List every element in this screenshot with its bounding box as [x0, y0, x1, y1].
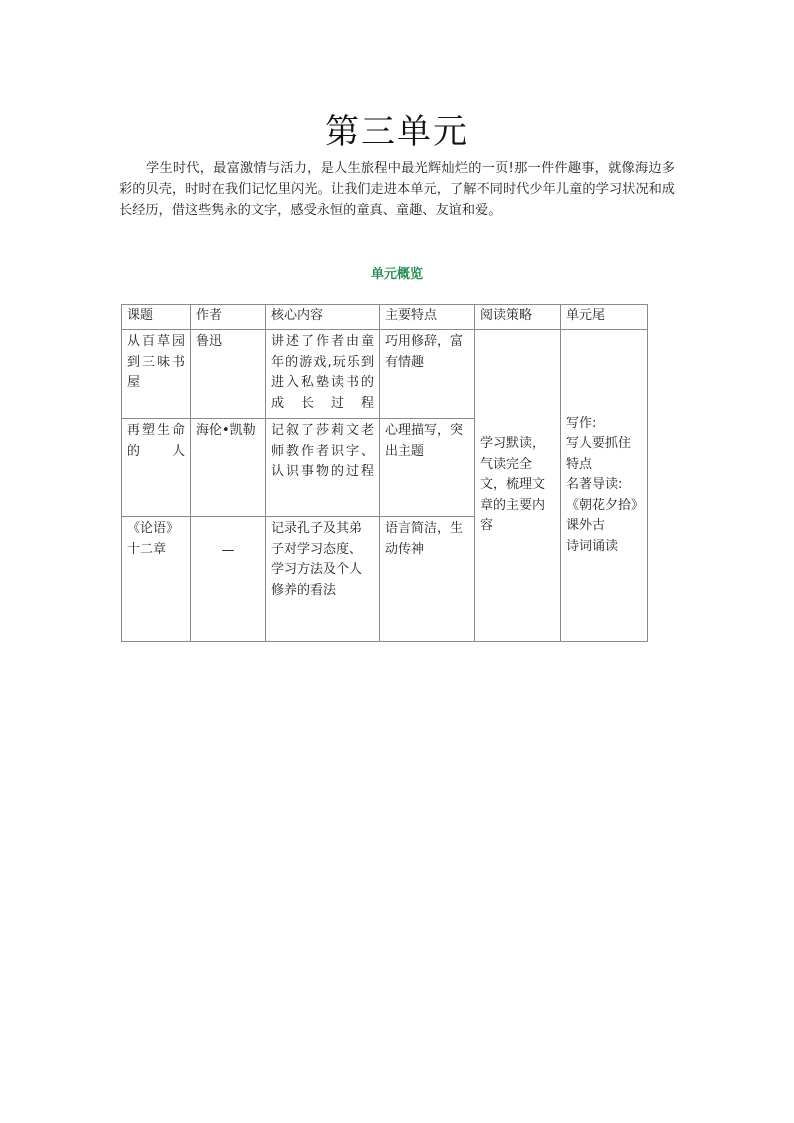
overview-table — [121, 304, 648, 642]
cell-topic: 再塑生命的人 — [122, 419, 191, 517]
table-row — [122, 330, 648, 419]
cell-strategy: 学习默读，气读完全文，梳理文章的主要内容 — [475, 330, 561, 642]
unit-end-line: 写人要抓住特点 — [566, 436, 632, 472]
cell-topic: 《论语》十二章 — [122, 517, 191, 642]
header-content: 核心内容 — [266, 305, 380, 330]
cell-author: 海伦•凯勒 — [191, 419, 266, 517]
cell-feature: 语言简洁，生动传神 — [380, 517, 475, 642]
cell-feature: 巧用修辞，富有情趣 — [380, 330, 475, 419]
header-strategy: 阅读策略 — [475, 305, 561, 330]
unit-title: 第三单元 — [325, 112, 469, 152]
header-feature: 主要特点 — [380, 305, 475, 330]
cell-content: 记录孔子及其弟子对学习态度、学习方法及个人修养的看法 — [266, 517, 380, 642]
unit-end-line: 诗词诵读 — [566, 538, 619, 554]
cell-topic: 从百草园到三味书屋 — [122, 330, 191, 419]
table-header-row — [122, 305, 648, 330]
header-unit-end: 单元尾 — [561, 305, 648, 330]
unit-end-line: 《朝花夕拾》 — [566, 497, 645, 513]
cell-feature: 心理描写，突出主题 — [380, 419, 475, 517]
unit-intro-paragraph: 学生时代，最富激情与活力，是人生旅程中最光辉灿烂的一页!那一件件趣事，就像海边多彩的贝壳，时时在我们记忆里闪光。让我们走进本单元，了解不同时代少年儿童的学习状况和成长经历，借这些隽永的文字，感受永恒的童真、童趣、友谊和爱。 — [119, 161, 675, 218]
unit-end-line: 写作: — [566, 415, 597, 431]
header-topic: 课题 — [122, 305, 191, 330]
header-author: 作者 — [191, 305, 266, 330]
cell-author: 鲁迅 — [191, 330, 266, 419]
unit-end-line: 课外古 — [566, 518, 606, 534]
cell-unit-end — [561, 330, 648, 642]
cell-content: 讲述了作者由童年的游戏,玩乐到进入私塾读书的成长过程 — [266, 330, 380, 419]
overview-heading: 单元概览 — [370, 267, 423, 282]
cell-author: — — [191, 517, 266, 642]
unit-end-line: 名著导读: — [566, 477, 623, 493]
cell-content: 记叙了莎莉文老师教作者识字、认识事物的过程 — [266, 419, 380, 517]
